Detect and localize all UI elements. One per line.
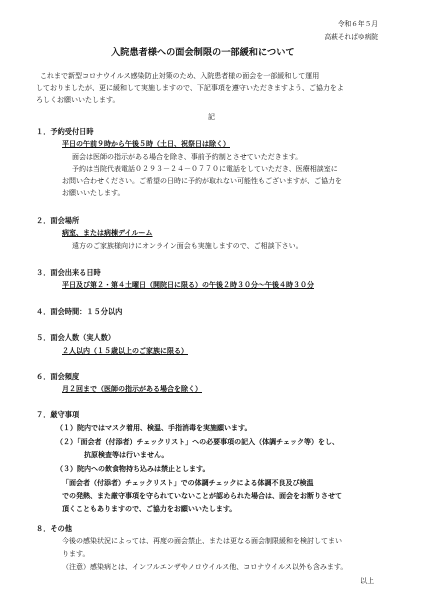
section-1-highlight: 平日の午前９時から午後５時（土日、祝祭日は除く） xyxy=(62,140,230,148)
section-8-line: （注意）感染病とは、インフルエンザやノロウイルス他、コロナウイルス以外も含みます。 xyxy=(62,563,348,571)
issue-date: 令和６年５月 xyxy=(337,20,378,28)
section-1-line: お問い合わせください。ご希望の日時に予約が取れない可能性もございますが、ご協力を xyxy=(62,177,342,185)
page-title: 入院患者様への面会制限の一部緩和について xyxy=(111,47,295,58)
section-8-title: ８．その他 xyxy=(36,524,72,533)
closing-mark: 以上 xyxy=(360,577,374,585)
hospital-name: 高萩そればゆ病院 xyxy=(324,33,378,41)
section-2-highlight: 病室、または病棟デイルーム xyxy=(62,229,153,237)
section-5-highlight: ２人以内（１５歳以上のご家族に限る） xyxy=(62,347,188,355)
rule-notice-line: 「面会者（付添者）チェックリスト」での体調チェックによる体調不良及び検温 xyxy=(62,479,314,487)
section-3-highlight: 平日及び第２・第４土曜日（開院日に限る）の午後２時３０分～午後４時３０分 xyxy=(62,281,314,289)
rule-item: （３）院内への飲食物持ち込みは禁止とします。 xyxy=(56,465,210,473)
section-6-title: ６．面会頻度 xyxy=(36,372,80,381)
rule-notice-line: での発熱、また厳守事項を守られていないことが認められた場合は、面会をお断りさせて xyxy=(62,492,342,500)
section-8-line: 今後の感染状況によっては、再度の面会禁止、または更なる面会制限緩和を検討してまい xyxy=(62,537,342,545)
section-1-line: お願いいたします。 xyxy=(62,189,125,197)
intro-line: しておりましたが、更に緩和して実施しますので、下記事項を遵守いただきますよう、ご協力をよ xyxy=(36,84,344,92)
section-4-title: ４．面会時間：１５分以内 xyxy=(36,307,123,316)
section-3-title: ３．面会出来る日時 xyxy=(36,268,101,277)
rule-item: 抗原検査等は行いません。 xyxy=(84,451,169,459)
intro-line: ろしくお願いいたします。 xyxy=(36,96,120,104)
section-8-line: ります。 xyxy=(62,550,90,558)
rule-item: （１）院内ではマスク着用、検温、手指消毒を実施願います。 xyxy=(56,424,252,432)
section-7-title: ７．厳守事項 xyxy=(36,410,80,419)
section-1-line: 予約は当院代表電話０２９３－２４－０７７０に電話をしていただき、医療相談室に xyxy=(72,165,338,173)
rule-item: （２）「面会者（付添者）チェックリスト」への必要事項の記入（体調チェック等）をし、 xyxy=(56,438,339,446)
section-5-title: ５．面会人数（実人数） xyxy=(36,333,116,342)
intro-line: これまで新型コロナウイルス感染防止対策のため、入院患者様の面会を一部緩和して運用 xyxy=(40,72,320,80)
section-1-line: 面会は医師の指示がある場合を除き、事前予約制とさせていただきます。 xyxy=(72,153,303,161)
ki-marker: 記 xyxy=(208,113,215,121)
section-1-title: １．予約受付日時 xyxy=(36,127,94,136)
section-2-line: 遠方のご家族様向けにオンライン面会も実施しますので、ご相談下さい。 xyxy=(72,242,303,250)
rule-notice-line: 頂くこともありますので、ご協力をお願いいたします。 xyxy=(62,505,237,513)
section-6-highlight: 月２回まで（医師の指示がある場合を除く） xyxy=(62,385,202,393)
section-2-title: ２．面会場所 xyxy=(36,216,80,225)
